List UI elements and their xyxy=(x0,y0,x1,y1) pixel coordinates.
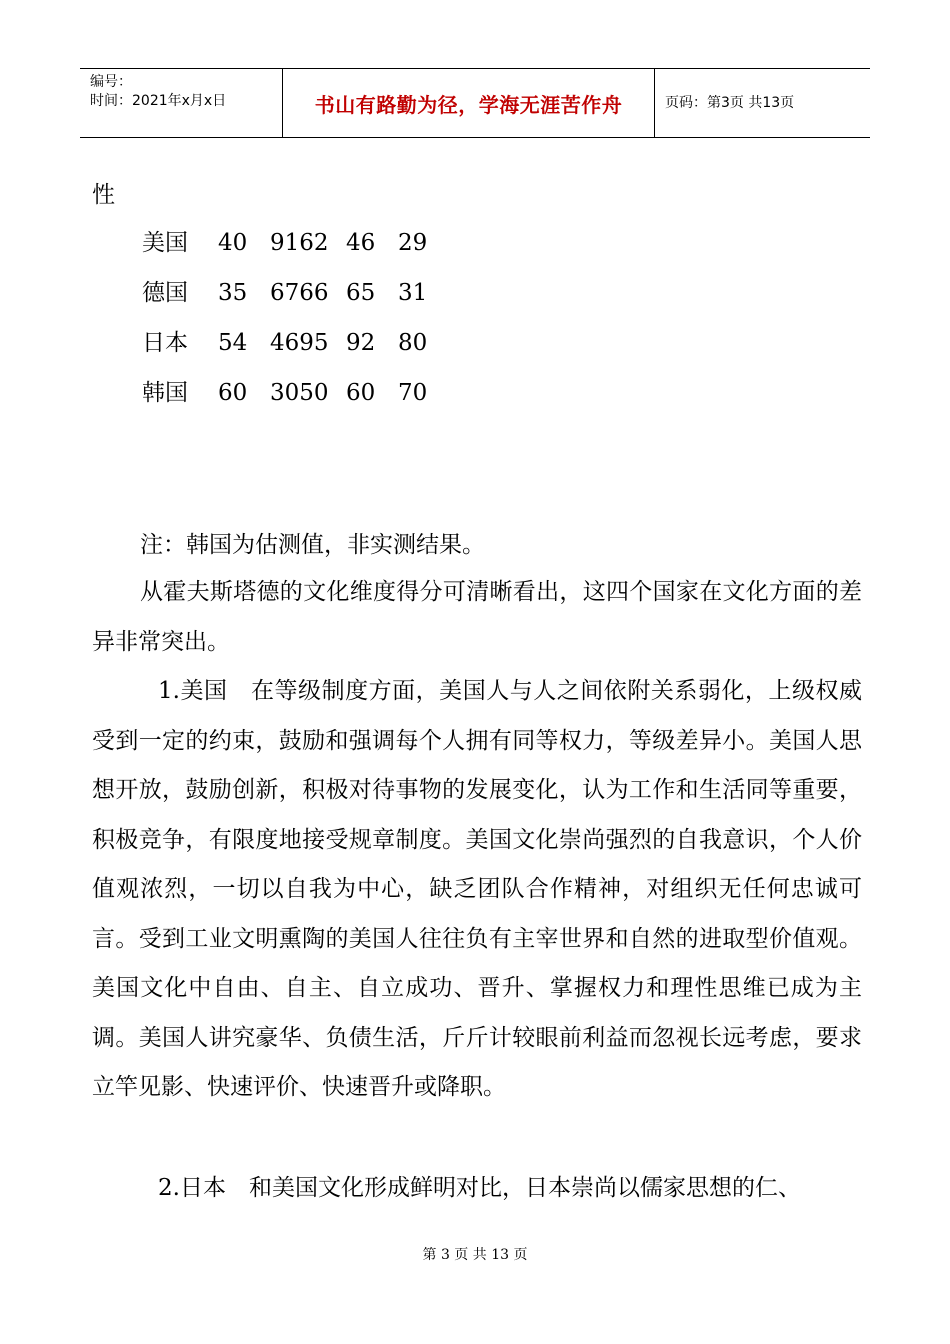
value-cell: 54 xyxy=(218,330,248,356)
header-table xyxy=(80,68,870,138)
country-cell: 韩国 xyxy=(142,380,188,406)
page-footer: 第 3 页 共 13 页 xyxy=(422,1247,528,1263)
paragraph-usa: 1.美国 在等级制度方面，美国人与人之间依附关系弱化，上级权威受到一定的约束，鼓励和强调每个人拥有同等权力，等级差异小。美国人思想开放，鼓励创新，积极对待事物的发展变化，认为工作和生活同等重要，积极竞争，有限度地接受规章制度。美国文化崇尚强烈的自我意识，个人价值观浓烈，一切以自我为中心，缺乏团队合作精神，对组织无任何忠诚可言。受到工业文明熏陶的美国人往往负有主宰世界和自然的进取型价值观。美国文化中自由、自主、自立成功、晋升、掌握权力和理性思维已成为主调。美国人讲究豪华、负债生活，斤斤计较眼前利益而忽视长远考虑，要求立竿见影、快速评价、快速晋升或降职。 xyxy=(92,678,862,1100)
value-cell: 35 xyxy=(218,280,248,306)
table-row xyxy=(142,276,450,326)
table-row xyxy=(142,226,450,276)
paragraph-overview: 从霍夫斯塔德的文化维度得分可清晰看出，这四个国家在文化方面的差异非常突出。 xyxy=(92,579,862,655)
header-page-cell xyxy=(655,69,870,137)
value-cell: 6766 xyxy=(270,280,329,306)
motto-text: 书山有路勤为径，学海无涯苦作舟 xyxy=(314,92,623,117)
note-text: 注：韩国为估测值，非实测结果。 xyxy=(140,532,485,558)
value-cell: 4695 xyxy=(270,330,329,356)
value-cell: 65 xyxy=(346,280,376,306)
country-cell: 日本 xyxy=(142,330,188,356)
header-info-cell xyxy=(80,69,283,137)
value-cell: 60 xyxy=(218,380,248,406)
value-cell: 31 xyxy=(398,280,428,306)
country-cell: 美国 xyxy=(142,230,188,256)
paragraph-japan: 2.日本 和美国文化形成鲜明对比，日本崇尚以儒家思想的仁、 xyxy=(158,1175,801,1201)
time-label: 时间：2021年x月x日 xyxy=(90,93,227,109)
value-cell: 92 xyxy=(346,330,376,356)
table-row xyxy=(142,376,450,426)
page-label: 页码：第3页 共13页 xyxy=(665,95,795,111)
number-label: 编号： xyxy=(90,74,132,90)
table-row xyxy=(142,326,450,376)
header-motto-cell xyxy=(283,69,655,137)
country-cell: 德国 xyxy=(142,280,188,306)
value-cell: 29 xyxy=(398,230,428,256)
culture-score-table xyxy=(142,226,450,426)
value-cell: 9162 xyxy=(270,230,329,256)
value-cell: 80 xyxy=(398,330,428,356)
value-cell: 40 xyxy=(218,230,248,256)
value-cell: 3050 xyxy=(270,380,329,406)
value-cell: 60 xyxy=(346,380,376,406)
carry-over-text: 性 xyxy=(92,182,115,208)
value-cell: 46 xyxy=(346,230,376,256)
value-cell: 70 xyxy=(398,380,428,406)
